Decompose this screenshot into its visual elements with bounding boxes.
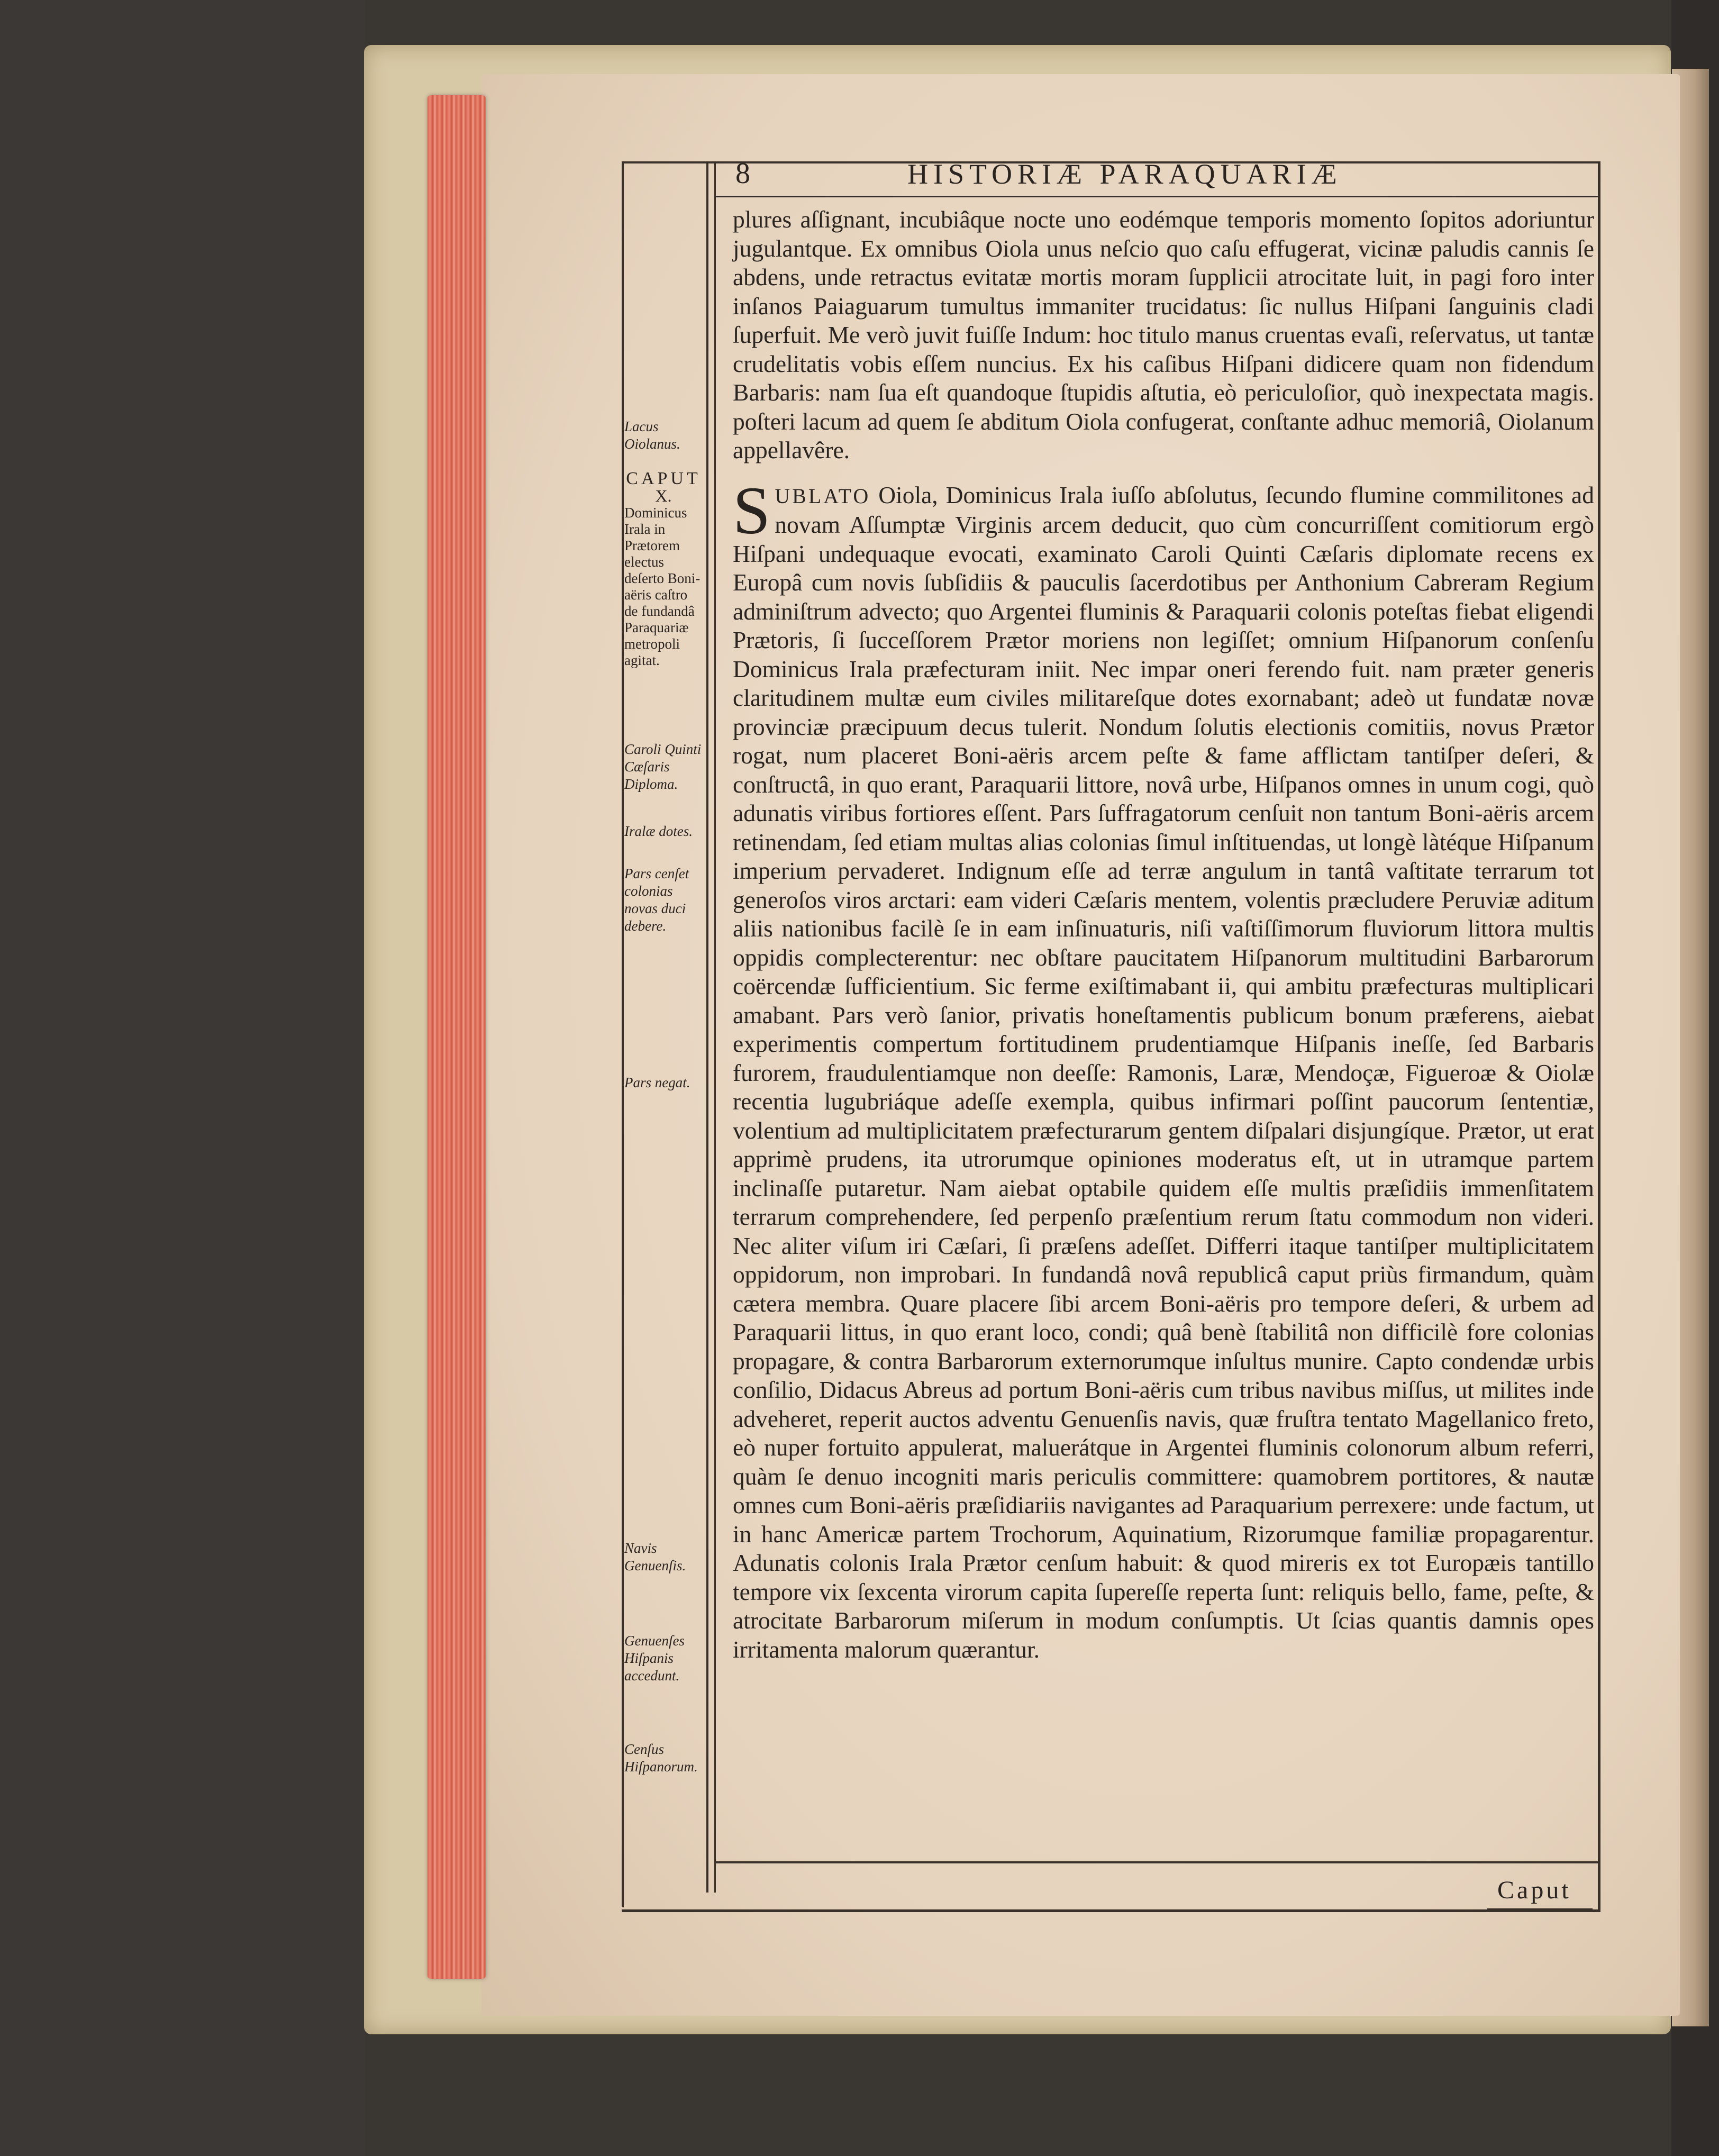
header-rule bbox=[714, 196, 1599, 197]
paragraph-2 bbox=[733, 472, 1594, 1664]
text-column-rule bbox=[714, 161, 716, 1893]
catchword: Caput bbox=[1497, 1876, 1571, 1904]
footer-rule bbox=[714, 1861, 1599, 1863]
caput-number: X. bbox=[655, 486, 672, 505]
margin-note-pars-negat: Pars negat. bbox=[624, 1075, 690, 1090]
main-text-block bbox=[733, 205, 1594, 1664]
margin-note-navis: Navis Genuenſis. bbox=[624, 1540, 686, 1573]
margin-note-diploma: Caroli Quinti Cæſaris Diploma. bbox=[624, 741, 702, 792]
caput-heading bbox=[624, 470, 703, 669]
margin-note-lacus: Lacus Oiolanus. bbox=[624, 419, 680, 452]
frame-left-rule bbox=[622, 161, 624, 1907]
caput-summary: Dominicus Irala in Prætorem electus deſerto Boni-aëris caſtro de fundandâ Paraquariæ metropoli agitat. bbox=[624, 505, 701, 668]
margin-column-rule bbox=[706, 161, 708, 1893]
background-left bbox=[0, 0, 365, 2156]
paragraph-1: plures aſſignant, incubiâque nocte uno eodémque temporis momento ſopitos adoriuntur jugulantque. Ex omnibus Oiola unus neſcio quo caſu effugerat, vicinæ paludis cannis ſe abdens, unde retractus evitatæ mortis moram ſupplicii atrocitate luit, in pagi foro inter inſanos Paiaguarum tumultus immaniter trucidatus: ſic nullus Hiſpani ſanguinis cladi ſuperfuit. Me verò juvit fuiſſe Indum: hoc titulo manus cruentas evaſi, reſervatus, ut tantæ crudelitatis vobis eſſem nuncius. Ex his caſibus Hiſpani didicere quam non fidendum Barbaris: nam ſua eſt quandoque ſtupidis aſtutia, eò periculoſior, quò inexpectata magis. poſteri lacum ad quem ſe abditum Oiola confugerat, conſtante adhuc memoriâ, Oiolanum appellavêre. bbox=[733, 206, 1594, 463]
running-head: HISTORIÆ PARAQUARIÆ bbox=[907, 158, 1342, 190]
opening-word: UBLATO bbox=[775, 484, 871, 508]
paragraph-2-text: Oiola, Dominicus Irala iuſſo abſolutus, ſecundo flumine commilitones ad novam Aſſumptæ Virginis arcem deducit, quo cùm concurriſſent comitiorum ergò Hiſpani undequaque evocati, examinato Caroli Quinti Cæſaris diplomate recens ex Europâ cum novis ſubſidiis & pauculis ſacerdotibus per Anthonium Cabreram Regium adminiſtrum advecto; quo Argentei fluminis & Paraquarii colonis poteſtas fiebat eligendi Prætoris, ſi ſucceſſorem Prætor moriens non legiſſet; omnium Hiſpanorum conſenſu Dominicus Irala præfecturam iniit. Nec impar oneri ferendo fuit. nam præter generis claritudinem multæ eum civiles militareſque dotes exornabant; adeò ut fundatæ novæ provinciæ præcipuum decus tulerit. Nondum ſolutis electionis comitiis, novus Prætor rogat, num placeret Boni-aëris arcem peſte & fame afflictam tantiſper deſeri, & conſtructâ, in quo erant, Paraquarii littore, novâ urbe, Hiſpanos omnes in unum cogi, quò adunatis viribus fortiores eſſent. Pars ſuffragatorum cenſuit non tantum Boni-aëris arcem retinendam, ſed etiam multas alias colonias ſimul inſtituendas, ut longè làtéque Hiſpanum imperium pervaderet. Indignum eſſe ad terræ angulum in tantâ vaſtitate terrarum tot generoſos viros arctari: eam videri Cæſaris mentem, volentis præcludere Peruviæ aditum aliis nationibus facilè ſe in eam inſinuaturis, niſi vaſtiſſimorum fluviorum littora multis oppidis complecterentur: nec obſtare paucitatem Hiſpanorum multitudini Barbarorum coërcendæ ſufficientium. Sic ferme exiſtimabant ii, qui ambitu præfecturas multiplicari amabant. Pars verò ſanior, privatis honeſtamentis publicum bonum præferens, aiebat experimentis compertum fortitudinem prudentiamque Hiſpanis ineſſe, ſed Barbaris furorem, fraudulentiamque non deeſſe: Ramonis, Laræ, Mendoçæ, Figueroæ & Oiolæ recentia lugubriáque adeſſe exempla, quibus infirmari poſſint paucorum ſententiæ, volentium ad multiplicitatem præfecturarum gentem diſpalari disjungíque. Prætor, ut erat apprimè prudens, ita utrorumque opiniones moderatus eſt, ut in utramque partem inclinaſſe putaretur. Nam aiebat optabile quidem eſſe multis præſidiis immenſitatem terrarum comprehendere, ſed perpenſo præſentium rerum ſtatu commodum non videri. Nec aliter viſum iri Cæſari, ſi præſens adeſſet. Differri itaque tantiſper multiplicitatem oppidorum, non improbari. In fundandâ novâ republicâ caput priùs firmandum, quàm cætera membra. Quare placere ſibi arcem Boni-aëris pro tempore deſeri, & urbem ad Paraquarii littus, in quo erant loco, condi; quâ benè ſtabilitâ non difficilè fore colonias propagare, & contra Barbarorum externorumque inſultus munire. Capto condendæ urbis conſilio, Didacus Abreus ad portum Boni-aëris cum tribus navibus miſſus, ut milites inde adveheret, reperit auctos adventu Genuenſis navis, quæ fruſtra tentato Magellanico freto, eò nuper fortuito appulerat, maluerátque in Argentei fluminis colonorum album referri, quàm ſe denuo incogniti maris periculis committere: quamobrem portitores, & nautæ omnes cum Boni-aëris præſidiariis navigantes ad Paraquarium perrexere: unde factum, ut in hanc Americæ partem Trochorum, Aquinatium, Rizorumque familiæ propagarentur. Adunatis colonis Irala Prætor cenſum habuit: & quod mireris ex tot Europæis tantillo tempore vix ſexcenta virorum capita ſupereſſe reperta ſunt: reliquis bello, fame, peſte, & atrocitate Barbarorum miſerum in modum conſumptis. Ut ſcias quantis damnis opes irritamenta malorum quærantur. bbox=[733, 481, 1594, 1663]
page-number: 8 bbox=[735, 157, 751, 190]
page-edges-red bbox=[428, 95, 486, 1979]
margin-note-genuenses: Genuenſes Hiſpanis accedunt. bbox=[624, 1633, 685, 1684]
margin-note-census: Cenſus Hiſpanorum. bbox=[624, 1741, 698, 1775]
caput-title: CAPUT bbox=[626, 469, 701, 488]
drop-cap: S bbox=[733, 472, 771, 548]
margin-note-pars-censet: Pars cenſet colonias novas duci debere. bbox=[624, 866, 689, 934]
margin-note-dotes: Iralæ dotes. bbox=[624, 823, 693, 839]
